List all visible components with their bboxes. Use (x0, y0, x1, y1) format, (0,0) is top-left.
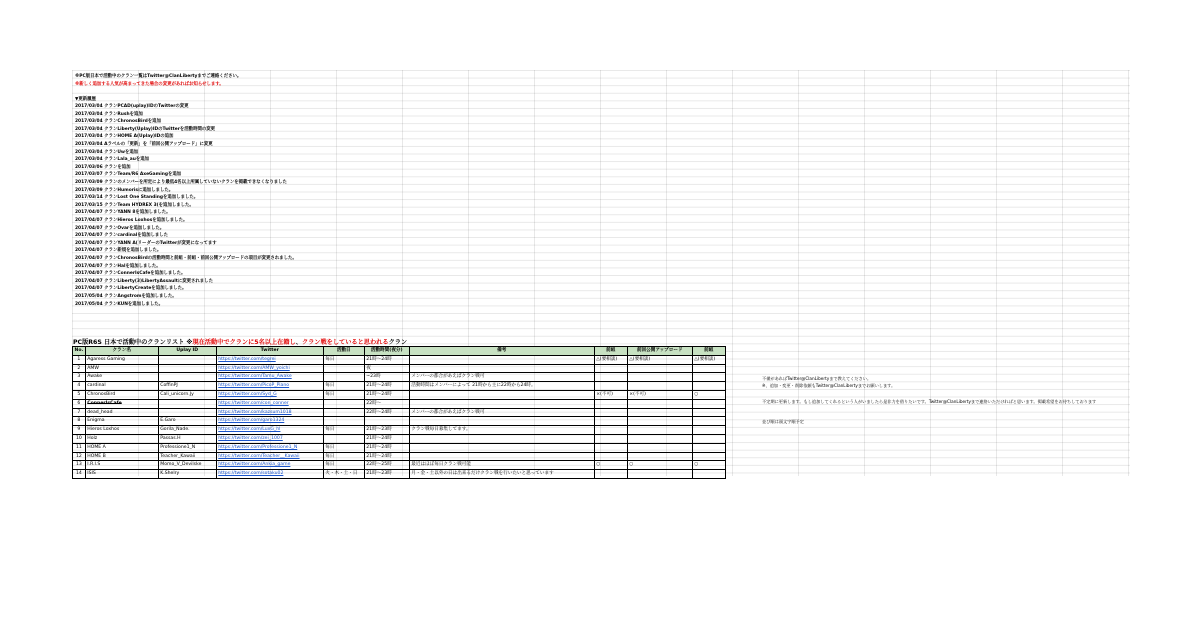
changelog-entry: 2017/03/04 クランHOME A(Uplay)IDの追加 (75, 134, 174, 140)
cell-hours: 21時～24時 (364, 434, 409, 443)
cell-uplay-id (158, 373, 216, 382)
cell-days: 毎日 (323, 355, 364, 364)
cell-no: 7 (73, 408, 86, 417)
cell-twitter[interactable]: https://twitter.com/kazsum1018 (216, 408, 323, 417)
cell-uplay-id: CoffinPJ (158, 382, 216, 391)
cell-col8 (594, 417, 627, 426)
cell-clan-name: Awake (85, 373, 158, 382)
column-header: クラン名 (85, 347, 158, 356)
cell-hours: 22時～25時 (364, 461, 409, 470)
cell-notes (409, 364, 594, 373)
cell-notes: クラン戦毎日募集してます。 (409, 426, 594, 435)
cell-clan-name: ConnerIsCafe (85, 399, 158, 408)
cell-days: 毎日 (323, 461, 364, 470)
heading-text: 、 (295, 339, 302, 346)
cell-notes: メンバーの都合があえばクラン戦可 (409, 373, 594, 382)
cell-col8 (594, 399, 627, 408)
intro-line: ※PC版日本で活動中のクラン一覧はTwitter@ClanLibertyまでご連絡ください。 (75, 74, 242, 79)
cell-hours: 21時～23時 (364, 426, 409, 435)
table-row (73, 443, 726, 452)
cell-uplay-id: Gorila_Nade. (158, 426, 216, 435)
cell-uplay-id (158, 364, 216, 373)
cell-uplay-id: Cali_unicorn.Jy (158, 390, 216, 399)
cell-clan-name: Agaress Gaming (85, 355, 158, 364)
cell-no: 13 (73, 461, 86, 470)
changelog-entry: 2017/03/07 クランTeam/R6 AxeGamingを追加 (75, 172, 182, 178)
cell-col9 (627, 417, 692, 426)
cell-twitter[interactable]: https://twitter.com/PicoP_Piano (216, 382, 323, 391)
changelog-entry: 2017/03/14 クランLost One Standingを追加しました。 (75, 195, 199, 201)
cell-no: 3 (73, 373, 86, 382)
cell-twitter[interactable]: https://twitter.com/Teacher__Kawaii (216, 452, 323, 461)
changelog-entry: 2017/04/07 クランLibertyCreateを追加しました。 (75, 286, 187, 292)
changelog-entry: 2017/05/04 クランKUNを追加しました。 (75, 301, 164, 307)
cell-hours: 21時～24時 (364, 382, 409, 391)
changelog-entry: 2017/03/04 Aラベルの「更新」を「前回公開アップロード」に変更 (75, 142, 213, 147)
side-note: 不定期に更新します。もし追加してくれるという人がいましたら是非力を借りたいです。Twitter@ClanLibertyまで連絡いただければと思います。掲載希望をお待ちしております (762, 399, 1097, 404)
cell-hours: 22時～24時 (364, 408, 409, 417)
cell-col9 (627, 408, 692, 417)
cell-notes (409, 355, 594, 364)
cell-col10: ○ (692, 461, 725, 470)
cell-uplay-id: Momo_V_Devilske (158, 461, 216, 470)
cell-twitter[interactable]: https://twitter.com/Ankia_game (216, 461, 323, 470)
cell-days (323, 417, 364, 426)
cell-col10 (692, 443, 725, 452)
changelog-entry: 2017/04/07 クランChronosBirdの活動時間と前組・前組・前回公開アップロードの項目が変更されました。 (75, 256, 297, 261)
cell-twitter[interactable]: https://twitter.com/con_conner (216, 399, 323, 408)
cell-clan-name: I.R.I.S (85, 461, 158, 470)
clan-list-heading (73, 337, 407, 346)
cell-col10 (692, 470, 725, 479)
cell-uplay-id (158, 408, 216, 417)
cell-days: 毎日 (323, 382, 364, 391)
cell-hours: 21時～24時 (364, 355, 409, 364)
cell-col10 (692, 364, 725, 373)
cell-col8: ○ (594, 461, 627, 470)
heading-highlight: クランに5名以上在籍し (229, 339, 296, 346)
cell-notes (409, 417, 594, 426)
cell-col8 (594, 434, 627, 443)
cell-clan-name: ChronosBird (85, 390, 158, 399)
cell-twitter[interactable]: https://twitter.com/Tamu_Awake (216, 373, 323, 382)
cell-col8 (594, 470, 627, 479)
cell-col8 (594, 426, 627, 435)
changelog-entry: 2017/04/07 クランLiberty(3)LibertyAssaultに変更されました (75, 278, 213, 284)
cell-clan-name: dead_head (85, 408, 158, 417)
cell-uplay-id: Teacher_Kawaii (158, 452, 216, 461)
cell-col9 (627, 443, 692, 452)
cell-days: 毎日 (323, 452, 364, 461)
cell-clan-name: Enigma (85, 417, 158, 426)
cell-no: 8 (73, 417, 86, 426)
changelog-entry: 2017/03/04 クランChronosBirdを追加 (75, 119, 161, 125)
cell-uplay-id: Professione1_N (158, 443, 216, 452)
cell-col10 (692, 434, 725, 443)
cell-col10 (692, 382, 725, 391)
changelog-entry: 2017/03/04 クランUwを追加 (75, 149, 139, 155)
heading-text: クラン (388, 339, 408, 346)
cell-twitter[interactable]: https://twitter.com/zei_1007 (216, 434, 323, 443)
cell-no: 6 (73, 399, 86, 408)
cell-no: 5 (73, 390, 86, 399)
cell-uplay-id (158, 399, 216, 408)
cell-col9 (627, 399, 692, 408)
cell-col9 (627, 364, 692, 373)
cell-col9 (627, 434, 692, 443)
column-header: 前組 (594, 347, 627, 356)
table-row (73, 373, 726, 382)
cell-days (323, 408, 364, 417)
column-header: 活動日 (323, 347, 364, 356)
cell-no: 14 (73, 470, 86, 479)
cell-clan-name: HOME B (85, 452, 158, 461)
heading-highlight: クラン戦をしていると思われる (301, 339, 389, 346)
clan-table (72, 346, 726, 479)
cell-notes: メンバーの都合があえばクラン戦可 (409, 408, 594, 417)
column-header: 前組 (692, 347, 725, 356)
cell-col9: ○ (627, 461, 692, 470)
cell-hours: ~23時 (364, 373, 409, 382)
cell-col8 (594, 364, 627, 373)
table-row (73, 426, 726, 435)
column-header: Twitter (216, 347, 323, 356)
table-row (73, 434, 726, 443)
cell-uplay-id: K.Shelry (158, 470, 216, 479)
table-row (73, 399, 726, 408)
cell-notes: 月・金・土以外の日は出来るだけクラン戦を行いたいと思っています (409, 470, 594, 479)
cell-col10: ○ (692, 390, 725, 399)
cell-notes (409, 390, 594, 399)
changelog-entry: 2017/04/07 クランConnerIsCafeを追加しました。 (75, 271, 186, 277)
changelog-entry: 2017/03/09 クランHumorisに追加しました。 (75, 187, 174, 193)
cell-notes (409, 434, 594, 443)
column-header: No. (73, 347, 86, 356)
cell-no: 2 (73, 364, 86, 373)
cell-hours: 21時～24時 (364, 452, 409, 461)
column-header: 備考 (409, 347, 594, 356)
changelog-entry: 2017/03/09 クランのメンバーを所定により最低4名以上所属していないクランを掲載できなくなりました (75, 180, 287, 185)
cell-days (323, 364, 364, 373)
intro-line: ※新しく追加する人気が高まってきた場合の変更があればお知らせします。 (75, 82, 224, 87)
changelog-entry: 2017/04/07 クランcardinalを追加しました (75, 233, 169, 239)
cell-hours: 21時～24時 (364, 390, 409, 399)
cell-hours: 22時～ (364, 399, 409, 408)
column-header: 前回公開アップロード (627, 347, 692, 356)
cell-hours: 夜 (364, 364, 409, 373)
column-header: 活動時間(夜分) (364, 347, 409, 356)
cell-no: 11 (73, 443, 86, 452)
cell-col8: △(要相談) (594, 355, 627, 364)
cell-col10 (692, 373, 725, 382)
cell-no: 1 (73, 355, 86, 364)
changelog-entry: 2017/04/07 クラン新規を追加しました。 (75, 248, 162, 254)
cell-clan-name: Hieros Loxhos (85, 426, 158, 435)
cell-days (323, 373, 364, 382)
changelog-title: ▼更新履歴 (75, 97, 96, 102)
cell-clan-name: HOME A (85, 443, 158, 452)
side-note: 並び順は頭文字順予定 (762, 419, 804, 424)
table-row (73, 461, 726, 470)
changelog-entry: 2017/03/04 クランLala_auを追加 (75, 157, 150, 163)
table-row (73, 382, 726, 391)
cell-col9: △(要相談) (627, 355, 692, 364)
cell-no: 10 (73, 434, 86, 443)
cell-days: 毎日 (323, 443, 364, 452)
cell-col10 (692, 408, 725, 417)
cell-hours (364, 417, 409, 426)
cell-hours: 21時～24時 (364, 443, 409, 452)
cell-col10 (692, 452, 725, 461)
changelog-entry: 2017/03/04 クランPCAD(uplay)IDのTwitterの変更 (75, 104, 189, 109)
changelog-entry: 2017/03/06 クランを追加 (75, 164, 131, 170)
table-row (73, 470, 726, 479)
cell-clan-name: AMW (85, 364, 158, 373)
cell-clan-name: cardinal (85, 382, 158, 391)
table-row (73, 417, 726, 426)
changelog-entry: 2017/04/07 クランOvarを追加しました。 (75, 225, 165, 231)
cell-col9 (627, 382, 692, 391)
changelog-entry: 2017/03/04 クランLiberty(Uplay)IDのTwitterを活動時間の変更 (75, 126, 216, 132)
cell-twitter[interactable]: https://twitter.com/tegrei (216, 355, 323, 364)
cell-col10 (692, 417, 725, 426)
cell-uplay-id: E.Garo (158, 417, 216, 426)
cell-notes (409, 452, 594, 461)
cell-clan-name: ISIS (85, 470, 158, 479)
changelog-entry: 2017/03/04 クランRushを追加 (75, 111, 143, 117)
cell-days: 毎日 (323, 390, 364, 399)
cell-hours: 21時～23時 (364, 470, 409, 479)
cell-notes (409, 399, 594, 408)
cell-uplay-id: Passas.H (158, 434, 216, 443)
heading-highlight: 現在活動中で (192, 339, 230, 346)
cell-twitter[interactable]: https://twitter.com/Professione1_N (216, 443, 323, 452)
table-row (73, 452, 726, 461)
cell-notes: 活動時間はメンバーによって 21時から主に22時から24時。 (409, 382, 594, 391)
cell-col9 (627, 426, 692, 435)
cell-col8 (594, 443, 627, 452)
cell-col8 (594, 382, 627, 391)
cell-days: 火・木・土・日 (323, 470, 364, 479)
cell-no: 12 (73, 452, 86, 461)
changelog-entry: 2017/03/15 クランTeam HYDREX 3(を追加しました。 (75, 202, 194, 208)
table-row (73, 364, 726, 373)
table-row (73, 390, 726, 399)
cell-col9 (627, 373, 692, 382)
changelog-entry: 2017/05/04 クランAngstromを追加しました。 (75, 294, 177, 299)
cell-days (323, 399, 364, 408)
cell-twitter[interactable]: https://twitter.com/sotaku02 (216, 470, 323, 479)
changelog-entry: 2017/04/07 クランYANN A(リーダーのTwitterが変更になってます (75, 240, 217, 246)
heading-text: PC版R6S 日本で活動中のクランリスト ※ (73, 339, 193, 346)
column-header: Uplay ID (158, 347, 216, 356)
cell-clan-name: Holz (85, 434, 158, 443)
cell-col8 (594, 408, 627, 417)
cell-col9 (627, 470, 692, 479)
cell-days: 毎日 (323, 426, 364, 435)
cell-twitter[interactable]: https://twitter.com/AMW_yoichi (216, 364, 323, 373)
cell-uplay-id (158, 355, 216, 364)
cell-twitter[interactable]: https://twitter.com/Syd_G (216, 390, 323, 399)
changelog-entry: 2017/04/07 クランHieros Loxhosを追加しました。 (75, 218, 188, 223)
cell-col10 (692, 399, 725, 408)
changelog-entry: 2017/04/07 クランHalを追加しました。 (75, 263, 161, 269)
cell-twitter[interactable]: https://twitter.com/garo1324 (216, 417, 323, 426)
table-row (73, 408, 726, 417)
cell-no: 4 (73, 382, 86, 391)
cell-col8 (594, 373, 627, 382)
table-header-row (73, 347, 726, 356)
cell-col10: △(要相談) (692, 355, 725, 364)
cell-col8: ×(不可) (594, 390, 627, 399)
cell-col9 (627, 452, 692, 461)
table-row (73, 355, 726, 364)
side-note: 不備があればTwitter@ClanLibertyまで教えてください。 (762, 376, 872, 381)
cell-no: 9 (73, 426, 86, 435)
cell-col10 (692, 426, 725, 435)
changelog-entry: 2017/04/07 クランYANN 8を追加しました。 (75, 210, 171, 216)
cell-notes: 最近はほぼ毎日クラン戦可能 (409, 461, 594, 470)
cell-days (323, 434, 364, 443)
side-note: ※、追加・変更・削除依頼もTwitter@ClanLibertyまでお願いします。 (762, 383, 896, 388)
cell-twitter[interactable]: https://twitter.com/LuxG_hl (216, 426, 323, 435)
cell-notes (409, 443, 594, 452)
cell-col9: ×(不可) (627, 390, 692, 399)
cell-col8 (594, 452, 627, 461)
